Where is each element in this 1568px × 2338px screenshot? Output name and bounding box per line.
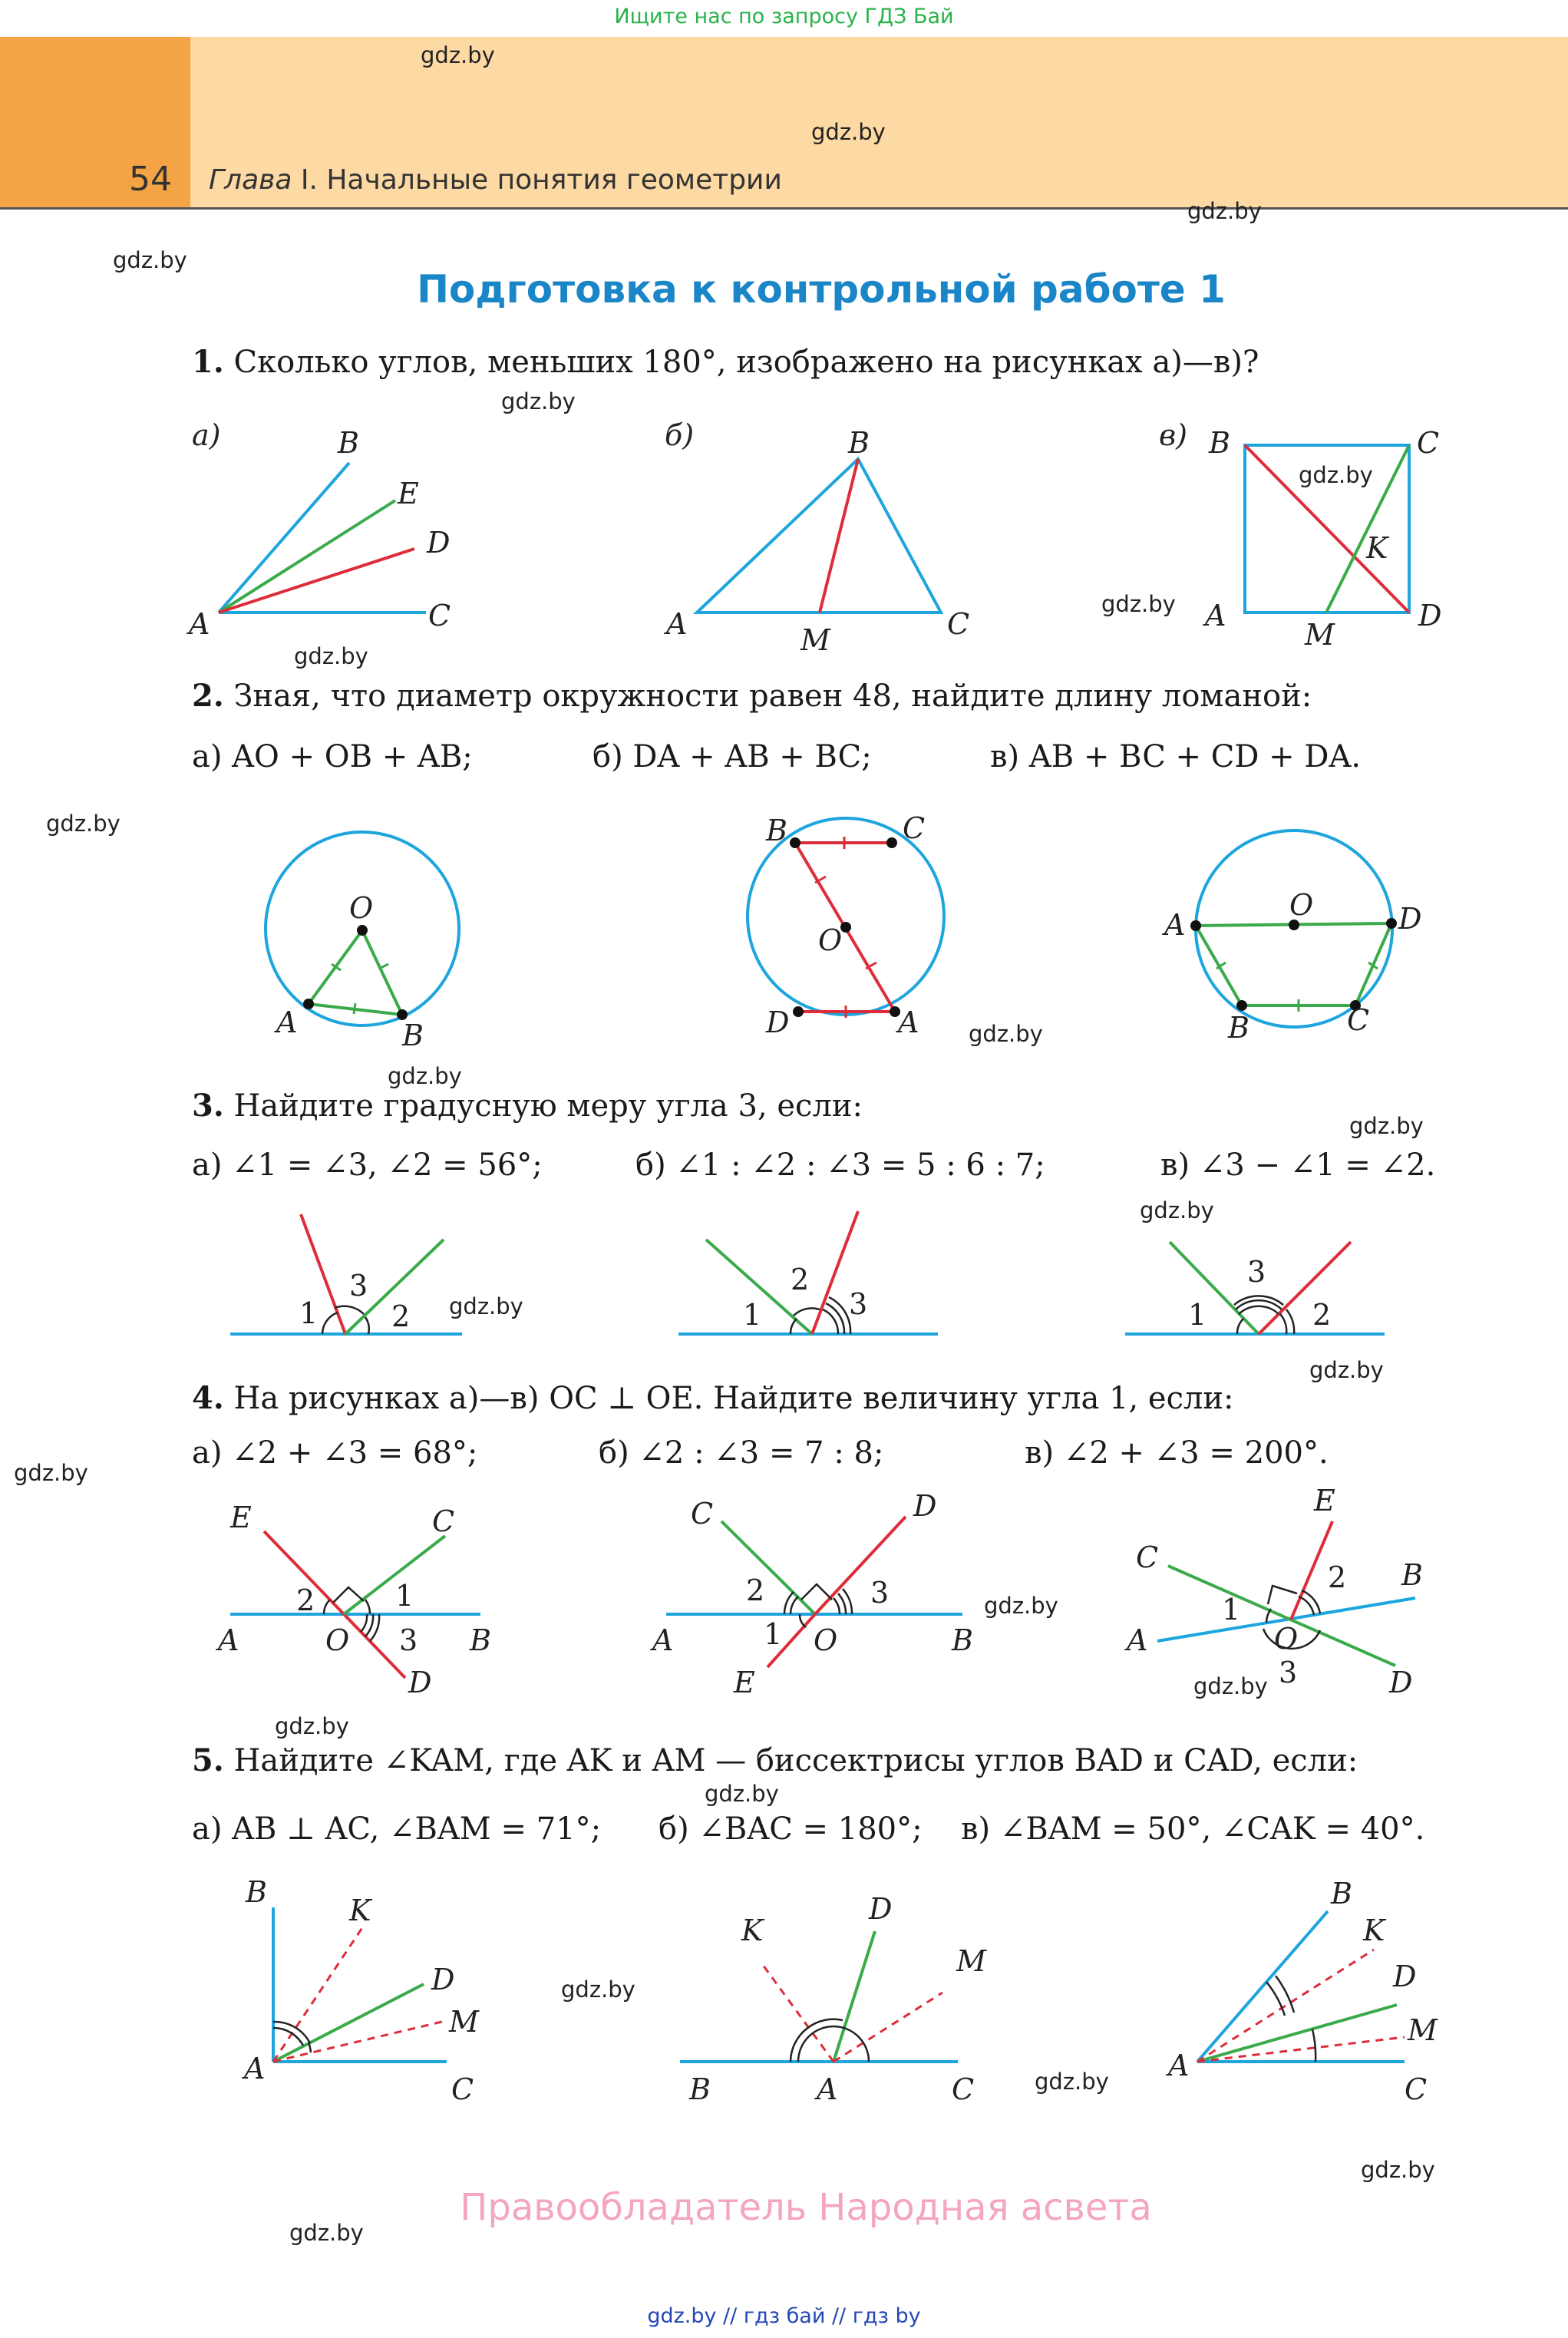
angle-label: 3 [349, 1269, 368, 1303]
task-text: Зная, что диаметр окружности равен 48, найдите длину ломаной: [233, 679, 1312, 714]
task1-figure-c [1159, 418, 1441, 652]
task3-figure-c [1125, 1242, 1385, 1334]
point-label: B [338, 426, 359, 460]
point-label: D [431, 1963, 455, 1996]
point-label: A [1168, 2049, 1190, 2082]
task4-option-c: в) ∠2 + ∠3 = 200°. [1025, 1435, 1329, 1471]
task4-figure-c [1124, 1484, 1423, 1699]
watermark: gdz.by [275, 1713, 349, 1739]
point-label: A [218, 1623, 239, 1657]
angle-label: 3 [849, 1287, 868, 1321]
point-label: C [1347, 1003, 1370, 1037]
point-label: B [952, 1623, 973, 1657]
angle-label: 2 [296, 1583, 315, 1617]
task3-option-a: а) ∠1 = ∠3, ∠2 = 56°; [192, 1148, 543, 1183]
point-label: B [1209, 426, 1230, 460]
task-text: Найдите ∠KAM, где AK и AM — биссектрисы углов BAD и CAD, если: [233, 1743, 1358, 1778]
figure-label: б) [665, 418, 695, 452]
watermark: gdz.by [705, 1781, 779, 1807]
task2-option-b: б) DA + AB + BC; [593, 739, 872, 774]
task4-figure-a [216, 1501, 491, 1699]
point-label: A [189, 607, 210, 641]
watermark: gdz.by [46, 811, 120, 837]
point-label: O [818, 923, 843, 957]
task-number: 5. [192, 1742, 224, 1778]
angle-label: 1 [743, 1298, 762, 1332]
point-label: K [1363, 1914, 1385, 1947]
watermark: gdz.by [421, 42, 495, 68]
watermark: gdz.by [14, 1460, 88, 1486]
task-number: 2. [192, 678, 224, 714]
figure-label: в) [1159, 418, 1187, 452]
point-label: E [1314, 1484, 1335, 1517]
point-label: C [432, 1504, 455, 1538]
point-label: C [947, 607, 970, 641]
point-label: A [1127, 1623, 1148, 1657]
angle-label: 2 [791, 1263, 810, 1296]
angle-label: 2 [1328, 1560, 1347, 1594]
page-number: 54 [129, 160, 172, 199]
point-label: M [801, 623, 830, 657]
watermark: gdz.by [113, 247, 187, 273]
point-label: O [349, 891, 374, 925]
point-label: A [898, 1006, 919, 1039]
task-text: Сколько углов, меньших 180°, изображено на рисунках а)—в)? [233, 345, 1259, 380]
point-label: D [427, 526, 451, 560]
watermark: gdz.by [984, 1593, 1058, 1619]
watermark: gdz.by [1349, 1113, 1424, 1139]
point-label: C [428, 599, 451, 632]
angle-label: 3 [399, 1623, 418, 1657]
point-label: C [1405, 2072, 1428, 2106]
angle-label: 2 [391, 1299, 411, 1333]
point-label: B [1331, 1877, 1352, 1910]
task5-figure-b [680, 1892, 987, 2106]
angle-label: 3 [1247, 1255, 1266, 1289]
point-label: B [470, 1623, 491, 1657]
point-label: D [766, 1006, 790, 1039]
point-label: A [652, 1623, 674, 1657]
task3-option-b: б) ∠1 : ∠2 : ∠3 = 5 : 6 : 7; [635, 1148, 1045, 1183]
section-title: Подготовка к контрольной работе 1 [417, 267, 1226, 312]
watermark: gdz.by [1309, 1357, 1384, 1383]
point-label: B [1401, 1558, 1423, 1592]
angle-label: 1 [299, 1296, 319, 1330]
task5-option-c: в) ∠BAM = 50°, ∠CAK = 40°. [961, 1811, 1425, 1847]
figure-label: а) [192, 418, 221, 452]
angle-label: 1 [764, 1617, 783, 1651]
angle-label: 1 [1222, 1593, 1241, 1626]
point-label: K [1366, 531, 1388, 565]
point-label: O [1274, 1622, 1299, 1656]
point-label: M [1408, 2013, 1438, 2047]
point-label: C [691, 1497, 714, 1531]
point-label: K [741, 1914, 764, 1947]
point-label: E [734, 1666, 755, 1699]
point-label: D [869, 1892, 893, 1926]
task4-option-b: б) ∠2 : ∠3 = 7 : 8; [599, 1435, 884, 1471]
point-label: O [325, 1623, 350, 1657]
task5-figure-a [242, 1875, 480, 2106]
watermark: gdz.by [1140, 1197, 1214, 1223]
point-label: B [766, 814, 787, 847]
top-banner[interactable]: Ищите нас по запросу ГДЗ Бай [614, 5, 954, 28]
watermark: gdz.by [1035, 2069, 1109, 2095]
point-label: K [349, 1894, 371, 1927]
point-label: C [952, 2072, 975, 2106]
point-label: M [1305, 618, 1335, 652]
point-label: B [848, 426, 870, 460]
watermark: gdz.by [289, 2220, 364, 2246]
task2-figure-b [748, 811, 944, 1039]
task3-figure-a [230, 1214, 462, 1334]
footer-links[interactable]: gdz.by // гдз бай // гдз by [647, 2304, 921, 2328]
point-label: C [903, 811, 926, 845]
point-label: O [814, 1623, 838, 1657]
watermark: gdz.by [501, 388, 576, 414]
point-label: E [230, 1501, 252, 1534]
chapter-name: I. Начальные понятия геометрии [300, 164, 782, 196]
task5-figure-c [1166, 1877, 1438, 2106]
task-5 [192, 1742, 1358, 1778]
point-label: M [449, 2005, 479, 2039]
point-label: D [1398, 902, 1422, 936]
watermark: gdz.by [1101, 591, 1176, 617]
watermark: gdz.by [388, 1063, 462, 1089]
point-label: B [246, 1875, 267, 1909]
task-text: Найдите градусную меру угла 3, если: [233, 1088, 863, 1124]
point-label: E [398, 477, 419, 510]
watermark: gdz.by [969, 1021, 1043, 1047]
task4-option-a: а) ∠2 + ∠3 = 68°; [192, 1435, 478, 1471]
point-label: A [1205, 599, 1226, 632]
watermark: gdz.by [1187, 198, 1262, 224]
angle-label: 1 [395, 1579, 414, 1613]
angle-label: 1 [1188, 1298, 1207, 1332]
point-label: C [1136, 1541, 1159, 1574]
watermark: gdz.by [1299, 462, 1373, 488]
task-number: 3. [192, 1088, 224, 1124]
point-label: B [402, 1019, 424, 1052]
task2-option-a: а) AO + OB + AB; [192, 739, 473, 774]
watermark: gdz.by [294, 643, 368, 669]
task2-figure-c [1162, 831, 1421, 1045]
task2-figure-a [266, 832, 459, 1052]
task3-figure-b [678, 1211, 938, 1334]
point-label: C [451, 2072, 474, 2106]
angle-label: 2 [1312, 1298, 1332, 1332]
chapter-word: Глава [209, 164, 292, 196]
point-label: A [1164, 908, 1186, 942]
task5-option-b: б) ∠BAC = 180°; [659, 1811, 923, 1847]
angle-label: 3 [1279, 1656, 1298, 1689]
point-label: O [1289, 888, 1314, 922]
task5-option-a: а) AB ⊥ AC, ∠BAM = 71°; [192, 1811, 602, 1847]
point-label: A [244, 2052, 266, 2085]
rights-holder: Правообладатель Народная асвета [460, 2186, 1152, 2229]
point-label: A [276, 1006, 298, 1039]
point-label: D [1389, 1666, 1413, 1699]
point-label: D [408, 1666, 432, 1699]
task4-figure-b [650, 1489, 973, 1699]
point-label: D [913, 1489, 937, 1523]
point-label: C [1417, 426, 1440, 460]
task3-option-c: в) ∠3 − ∠1 = ∠2. [1160, 1148, 1436, 1183]
task1-figure-b [664, 418, 969, 657]
point-label: D [1393, 1960, 1417, 1993]
task-text: На рисунках а)—в) OC ⊥ OE. Найдите величину угла 1, если: [233, 1381, 1234, 1416]
task-3 [192, 1088, 863, 1124]
watermark: gdz.by [1193, 1673, 1268, 1699]
task-number: 1. [192, 344, 224, 380]
point-label: D [1418, 599, 1442, 632]
watermark: gdz.by [561, 1976, 635, 2003]
angle-label: 2 [746, 1574, 765, 1607]
watermark: gdz.by [449, 1293, 523, 1319]
point-label: B [689, 2072, 711, 2106]
task1-figure-a [187, 418, 451, 641]
point-label: M [956, 1944, 986, 1978]
watermark: gdz.by [811, 119, 886, 145]
task-2 [192, 678, 1312, 714]
point-label: B [1228, 1011, 1249, 1045]
task2-option-c: в) AB + BC + CD + DA. [990, 739, 1362, 774]
watermark: gdz.by [1361, 2157, 1435, 2183]
task-number: 4. [192, 1380, 224, 1416]
task-4 [192, 1380, 1234, 1416]
point-label: A [666, 607, 688, 641]
angle-label: 3 [870, 1576, 890, 1610]
point-label: A [817, 2072, 838, 2106]
